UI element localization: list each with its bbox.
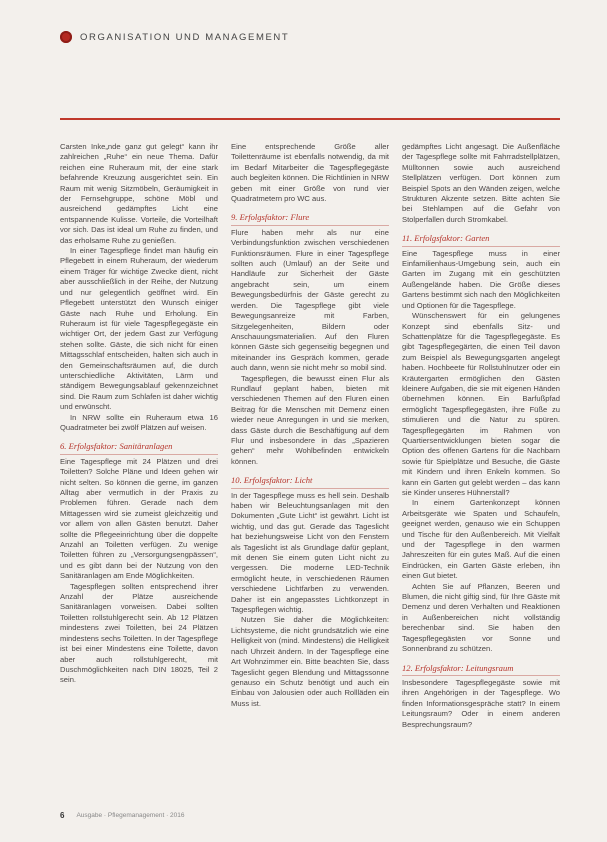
subheading-garden: 11. Erfolgsfaktor: Garten: [402, 233, 560, 246]
paragraph: In einem Gartenkonzept können Arbeitsgeräte wie Spaten und Schaufeln, geeignet werden, genauso wie ein Schuppen und Tische für den Außenbereich. Mit Vielfalt und der Tagespflege in den warmen Jahreszeiten für ein gutes Maß. Auf die einen Eindrücken, ein Garten Gäste erleben, ihn einen Gut bietet.: [402, 498, 560, 581]
page-number: 6: [60, 810, 65, 820]
top-rule: [60, 118, 560, 120]
paragraph: In einer Tagespflege findet man häufig ein Pflegebett in einem Ruheraum, der wiederum einem Träger für wichtige Zwecke dient, nicht aber ausschließlich in der Reihe, der Nutzung und nur gelegentlich geöffnet wird. Ein Pflegebett unterstützt den Wunsch einiger Gäste nach Ruhe und Erholung. Ein Ruheraum ist für viele Tagespflegegäste ein wichtiger Ort, der jedem Gast zur Verfügung stehen sollte. Gäste, die sich nicht für einen Mittagsschlaf entscheiden, halten sich auch in den Gemeinschaftsräumen auf, die durch unterschiedliche Aktivitäten, Lärm und ständigem Bewegungsablauf gekennzeichnet sind. Die Raum zum Schlafen ist daher wichtig und erwünscht.: [60, 246, 218, 412]
column-3: [402, 142, 560, 802]
paragraph: In der Tagespflege muss es hell sein. Deshalb haben wir Beleuchtungsanlagen mit den Dokumenten „Gute Licht“ ist gewährt. Licht ist wichtig, und das gut. Gerade das Tageslicht hat beziehungsweise Licht von den Fenstern als Tageslicht ist als Grundlage dafür geplant, mit denen Sie einem guten Licht nicht zu vergessen. Die moderne LED-Technik ermöglicht heute, in verschiedenen Räumen verschiedene Lichtfarben zu verwenden. Daher ist ein angepasstes Lichtkonzept in Tagespflegen wichtig.: [231, 490, 389, 615]
subheading-office: 12. Erfolgsfaktor: Leitungsraum: [402, 663, 560, 676]
column-1: [60, 142, 218, 802]
subheading-hallways: 9. Erfolgsfaktor: Flure: [231, 212, 389, 225]
paragraph: Eine Tagespflege muss in einer Einfamilienhaus-Umgebung sein, auch ein Garten im Zugang mit ein geschützten Außengelände haben. Die Größe dieses Gartens bestimmt sich nach den Möglichkeiten und Optionen für die Tagespflege.: [402, 248, 560, 310]
subheading-light: 10. Erfolgsfaktor: Licht: [231, 475, 389, 488]
publication-info: Ausgabe · Pflegemanagement · 2016: [76, 811, 185, 819]
paragraph: Tagespflegen sollten entsprechend ihrer Anzahl der Plätze ausreichende Sanitäranlagen vorweisen. Dabei sollten Toiletten rollstuhlgerecht sein. Ab 12 Plätzen mindestens zwei Toiletten, bei 24 Plätzen mindestens sechs Toiletten. In der Tagespflege ist bei einer Mindestens eine Toilette, davon aber auch rollstuhlgerecht, mit Duschmöglichkeiten nach DIN 18025, Teil 2 sein.: [60, 581, 218, 685]
page-header: [60, 26, 560, 48]
paragraph: Eine Tagespflege mit 24 Plätzen und drei Toiletten? Solche Pläne und Ideen gehen wir nicht selten. So können die gerne, im ganzen Alltag aber vermutlich in der Praxis zu Problemen führen. Gerade nach dem Mittagessen wird sie zumeist gleichzeitig und vor allem von allen Gästen benutzt. Daher sollte die Pflegeeinrichtung über die doppelte Anzahl an Toiletten verfügen. Zu wenige Toiletten führen zu „Versorgungsengpässen“, und es gibt dann bei der Nutzung von den Sanitäranlagen am Ende Möglichkeiten.: [60, 456, 218, 581]
article-body: [60, 142, 560, 802]
section-title: ORGANISATION UND MANAGEMENT: [80, 31, 290, 43]
paragraph: Eine entsprechende Größe aller Toilettenräume ist ebenfalls notwendig, da mit im Bedarf Mitarbeiter die Tagespflegegäste auch begleiten können. Die Richtlinien in NRW geben mit einer Größe von rund vier Quadratmetern pro WC aus.: [231, 142, 389, 204]
paragraph: Flure haben mehr als nur eine Verbindungsfunktion zwischen verschiedenen Funktionsräumen. Flure in einer Tagespflege sollten auch (Umlauf) an der Seite und Handläufe zur Sicherheit der Gäste angebracht sein, um einem Bewegungsbedürfnis der Gäste gerecht zu werden. Die Tagespflege gibt viele Bewegungsanreize mit Farben, Sitzgelegenheiten, Bildern oder Anschauungsmaterialien. Auf den Fluren können Gäste sich gegenseitig begegnen und miteinander ins Gespräch kommen, gerade auch dann, wenn sie nicht mehr so mobil sind.: [231, 227, 389, 373]
paragraph: Carsten Inke„nde ganz gut gelegt“ kann ihr zahlreichen „Ruhe“ ein neue Thema. Dafür reichen eine Ruheraum mit, der eine stark befahrende Kreuzung ausgerichtet sein. Ein Raum mit wenig Sitzmöbeln, Geräumigkeit in der Fernsehgruppe, schöne Möbl und ausreichend gedämpftes Licht eine entspannende Kulisse. Vorteile, die Vorteilhaft vor sich. Das ist ideal um Ruhe zu finden, und das erholsame Ruhe zu genießen.: [60, 142, 218, 245]
paragraph: In NRW sollte ein Ruheraum etwa 16 Quadratmeter bei zwölf Plätzen auf weisen.: [60, 412, 218, 432]
subheading-sanitary: 6. Erfolgsfaktor: Sanitäranlagen: [60, 441, 218, 454]
paragraph: Achten Sie auf Pflanzen, Beeren und Blumen, die nicht giftig sind, für Ihre Gäste mit Demenz und deren Verhalten und Reaktionen in Außenbereichen nicht vollständig berechenbar sind. Sie haben den Tagespflegegästen vor Sonne und Sonnenbrand zu schützen.: [402, 581, 560, 654]
section-marker-icon: [60, 31, 72, 43]
page-footer: [60, 808, 560, 822]
paragraph: Insbesondere Tagespflegegäste sowie mit ihren Angehörigen in der Tagespflege. Wo finden Informationsgespräche statt? In einem Leitungsraum? Oder in einem anderen Besprechungsraum?: [402, 677, 560, 729]
paragraph: gedämpftes Licht angesagt. Die Außenfläche der Tagespflege sollte mit Fahrradstellplätzen, Mülltonnen sowie auch ausreichend Stellplätzen verfügen. Dort können zum Beispiel Spots an den Wänden zeigen, welche Strukturen Akzente setzen. Bitte achten Sie bei Stehlampen auf die Gefahr von Stolperfallen durch Stromkabel.: [402, 142, 560, 224]
paragraph: Nutzen Sie daher die Möglichkeiten: Lichtsysteme, die nicht grundsätzlich wie eine Helligkeit von (mind. Mindestens) die Helligkeit nach Uhrzeit ändern. In der Tagespflege eine Art Wohnzimmer ein. Bitte beachten Sie, dass Tageslicht gegen Blendung und Mittagssonne genauso ein Schutz benötigt und auch ein Einbau von Jalousien oder auch Rollläden ein Muss ist.: [231, 615, 389, 708]
column-2: [231, 142, 389, 802]
paragraph: Tagespflegen, die bewusst einen Flur als Rundlauf geplant haben, bieten mit verschiedenen Themen auf den Fluren einen Beitrag für die Menschen mit Demenz einen wieder neue Anregungen in und sie merken, dass Gäste durch die Beschäftigung auf dem Flur und insbesondere in das „Spazieren gehen“ mehr Wohlbefinden entwickeln können.: [231, 373, 389, 466]
paragraph: Wünschenswert für ein gelungenes Konzept sind ebenfalls Sitz- und Schattenplätze für die Tagespflegegäste. Es gibt Tagespflegegärten, die einen Teil davon zum Beispiel als Bewegungsgarten angelegt haben. Hochbeete für Rollstuhlnutzer oder ein Kräutergarten ermöglichen den Gästen kleinere Aufgaben, die sie mit eigenen Händen übernehmen können. Ein Barfußpfad ermöglicht Tagespflegegästen, ihre Füße zu stimulieren und die Natur zu spüren. Tagespflegegärten im Rahmen von Quartiersentwicklungen bieten sogar die Option des offenen Gartens für die Nachbarn sowie für Spielplätze und Besuche, die Gäste mit Kindern und ihren Enkeln kommen. So kann ein Garten gut gelebt werden – das kann sie Kinder unseres Hühnerstall?: [402, 311, 560, 497]
